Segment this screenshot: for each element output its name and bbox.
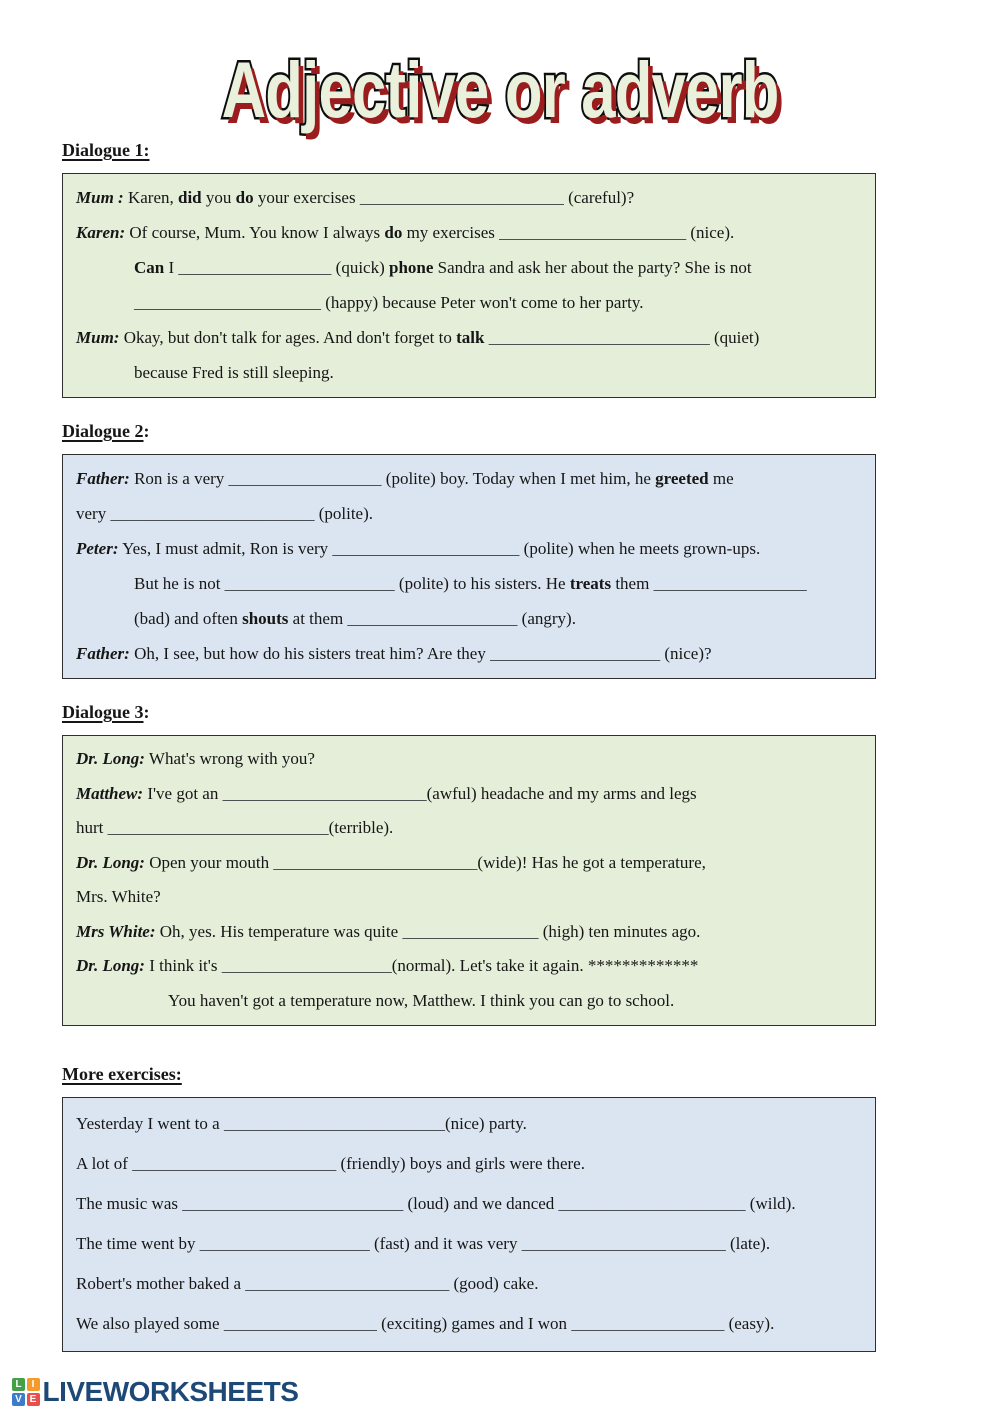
text-run: (terrible). [328,818,394,837]
text-run: Karen: [76,223,126,242]
text-run: Ron is a very [129,469,229,488]
text-run: Yesterday I went to a [76,1114,224,1133]
worksheet-line [76,531,862,566]
section-heading: Dialogue 1: [62,140,150,160]
text-run: (quick) [331,258,389,277]
text-run: Of course, Mum. You know I always [125,223,385,242]
worksheet-line [76,566,862,601]
text-run: talk [456,328,485,347]
section [62,140,938,398]
text-run: your exercises [253,188,360,207]
page-title: Adjective or adverb [221,45,779,134]
worksheet-line [76,285,862,320]
answer-blank[interactable]: ________________________ [132,1154,337,1173]
worksheet-line [76,461,862,496]
text-run: Open your mouth [144,852,274,872]
dialogue-box [62,173,876,398]
text-run: (awful) headache and my arms and legs [426,783,697,803]
section [62,702,938,1026]
answer-blank[interactable]: ________________ [402,921,539,941]
worksheet-line [76,846,862,881]
answer-blank[interactable]: __________________________ [107,818,329,837]
dialogue-box [62,454,876,679]
text-run: (polite) boy. Today when I met him, he [381,469,656,488]
text-run: Mrs White: [76,921,156,941]
answer-blank[interactable]: ________________________ [222,783,427,803]
liveworksheets-logo-text: LIVEWORKSHEETS [42,1376,299,1407]
text-run: Mum: [76,328,120,347]
text-run: do [235,188,254,207]
text-run: (wide)! Has he got a temperature, [477,852,706,872]
text-run: (angry). [517,609,576,628]
text-run: Okay, but don't talk for ages. And don't forget to [119,328,457,347]
worksheet-line [76,1144,862,1184]
liveworksheets-logo-icon [12,1378,40,1406]
text-run: Mrs. White? [76,887,161,906]
text-run: shouts [242,609,289,628]
logo-square: E [27,1393,40,1406]
worksheet-line [76,811,862,846]
text-run: Father: [76,644,130,663]
text-run: What's wrong with you? [144,749,315,768]
text-run: Matthew: [76,783,144,803]
worksheet-line [76,1264,862,1304]
text-run: Father: [76,469,130,488]
answer-blank[interactable]: __________________ [228,469,382,488]
text-run: Mum : [76,188,124,207]
text-run: Robert's mother baked a [76,1274,246,1293]
text-run: do [384,223,403,242]
text-run: (exciting) games and I won [376,1314,572,1333]
text-run: The music was [76,1194,183,1213]
section [62,1064,938,1352]
text-run: (late). [725,1234,771,1253]
text-run: (loud) and we danced [403,1194,559,1213]
worksheet-line [76,984,862,1019]
text-run: We also played some [76,1314,224,1333]
logo-square: I [27,1378,40,1391]
answer-blank[interactable]: ____________________ [490,644,661,663]
text-run: Can [134,258,165,277]
text-run: Oh, yes. His temperature was quite [155,921,403,941]
text-run: (quiet) [709,328,760,347]
answer-blank[interactable]: ________________________ [359,188,564,207]
text-run: I've got an [143,783,223,803]
answer-blank[interactable]: ________________________ [521,1234,726,1253]
text-run: But he is not [134,574,225,593]
text-run: Sandra and ask her about the party? She is not [433,258,752,277]
answer-blank[interactable]: ______________________ [558,1194,746,1213]
dialogue-box [62,735,876,1026]
answer-blank[interactable]: __________________ [178,258,332,277]
text-run: (easy). [724,1314,775,1333]
answer-blank[interactable]: __________________________ [488,328,710,347]
text-run: (normal). Let's take it again. ************* [391,956,699,975]
text-run: you [201,188,236,207]
answer-blank[interactable]: ______________________ [134,293,321,312]
text-run: (happy) because Peter won't come to her party. [321,293,644,312]
text-run: Dr. Long: [76,956,145,975]
worksheet-line [76,496,862,531]
answer-blank[interactable]: ____________________ [224,574,395,593]
text-run: (polite). [314,504,374,523]
logo-square: V [12,1393,25,1406]
answer-blank[interactable]: ________________________ [110,504,315,523]
worksheet-line [76,355,862,390]
text-run: (fast) and it was very [369,1234,522,1253]
answer-blank[interactable]: ______________________ [332,539,520,558]
worksheet-line [76,1184,862,1224]
answer-blank[interactable]: __________________________ [182,1194,404,1213]
text-run: (high) ten minutes ago. [538,921,701,941]
worksheet-line [76,636,862,671]
text-run: (careful)? [563,188,635,207]
answer-blank[interactable]: __________________ [653,574,807,593]
worksheet-line [76,180,862,215]
text-run: because Fred is still sleeping. [134,363,334,382]
text-run: treats [569,574,612,593]
text-run: at them [288,609,348,628]
text-run: very [76,504,111,523]
text-run: (good) cake. [449,1274,539,1293]
text-run: (nice) party. [444,1114,527,1133]
section-heading: Dialogue 2: [62,421,150,441]
answer-blank[interactable]: ________________________ [245,1274,450,1293]
answer-blank[interactable]: ____________________ [199,1234,370,1253]
text-run: Yes, I must admit, Ron is very [118,539,333,558]
text-run: (bad) and often [134,609,243,628]
worksheet-line [76,601,862,636]
text-run: my exercises [402,223,500,242]
text-run: I [164,258,179,277]
answer-blank[interactable]: __________________ [223,1314,377,1333]
text-run: Dr. Long: [76,749,145,768]
text-run: Peter: [76,539,119,558]
text-run: Dr. Long: [76,852,145,872]
liveworksheets-logo[interactable] [12,1376,298,1408]
text-run: them [611,574,654,593]
text-run: greeted [655,469,709,488]
answer-blank[interactable]: ______________________ [499,223,687,242]
logo-square: L [12,1378,25,1391]
worksheet-line [76,949,862,984]
answer-blank[interactable]: ____________________ [347,609,518,628]
text-run: Karen, [123,188,178,207]
text-run: (nice)? [660,644,712,663]
title-wrap [62,0,938,136]
section [62,421,938,679]
text-run: The time went by [76,1234,200,1253]
text-run: I think it's [144,956,222,975]
worksheet-line [76,1304,862,1344]
worksheet-line [76,915,862,950]
section-heading: Dialogue 3: [62,702,150,722]
worksheet-line [76,250,862,285]
worksheet-line [76,320,862,355]
worksheet-line [76,777,862,812]
answer-blank[interactable]: __________________ [571,1314,725,1333]
answer-blank[interactable]: __________________________ [223,1114,445,1133]
worksheet-line [76,742,862,777]
text-run: (polite) when he meets grown-ups. [519,539,761,558]
worksheet-line [76,1104,862,1144]
worksheet-line [76,880,862,915]
answer-blank[interactable]: ________________________ [273,852,478,872]
text-run: me [708,469,734,488]
section-heading: More exercises: [62,1064,182,1084]
worksheet-line [76,215,862,250]
text-run: A lot of [76,1154,133,1173]
worksheet-sections [62,140,938,1352]
text-run: did [178,188,202,207]
text-run: Oh, I see, but how do his sisters treat him? Are they [129,644,491,663]
text-run: (wild). [745,1194,796,1213]
text-run: phone [389,258,434,277]
answer-blank[interactable]: ____________________ [221,956,392,975]
text-run: (nice). [686,223,735,242]
dialogue-box [62,1097,876,1352]
text-run: hurt [76,818,108,837]
text-run: (friendly) boys and girls were there. [336,1154,585,1173]
text-run: (polite) to his sisters. He [394,574,570,593]
text-run: You haven't got a temperature now, Matthew. I think you can go to school. [168,990,675,1010]
worksheet-line [76,1224,862,1264]
